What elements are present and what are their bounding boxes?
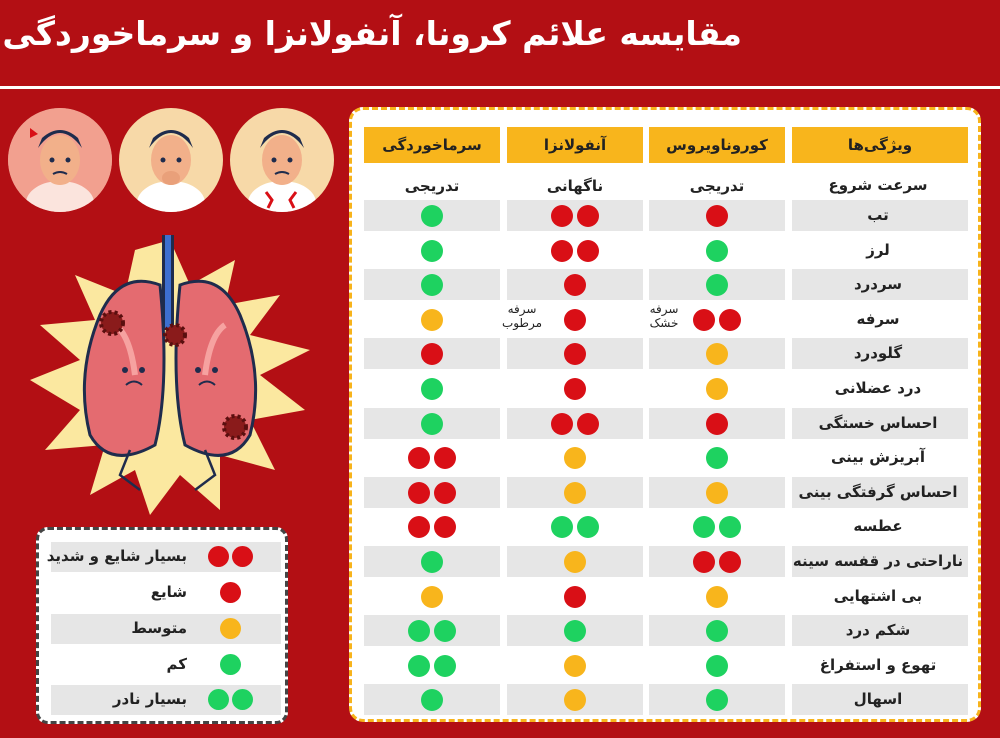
flu-severity-dot [577,240,599,262]
legend-row-low [51,650,281,680]
cold-severity-dot [421,240,443,262]
legend-label: کم [166,655,187,673]
symptom-label: سردرد [853,275,903,294]
corona-severity-dot [706,447,728,469]
onset-label: سرعت شروع [828,176,928,194]
red-dot-icon [208,546,229,567]
sick-cough-avatar-icon [119,108,223,212]
corona-cough-note: سرفه خشک [649,301,679,330]
row-shade [364,615,500,646]
title-bar [0,0,1000,88]
legend-row-very-common [46,542,281,572]
corona-severity-dot [693,516,715,538]
flu-severity-dot [564,655,586,677]
flu-severity-dot [551,205,573,227]
cold-severity-dot [434,516,456,538]
header-flu: آنفولانزا [507,127,643,163]
cold-severity-dot [421,586,443,608]
symptom-label: اسهال [853,690,903,709]
row-shade [507,200,643,231]
flu-severity-dot [564,447,586,469]
corona-severity-dot [693,551,715,573]
legend-row-common [51,578,281,608]
flu-severity-dot [564,586,586,608]
symptom-label: بی اشتهایی [833,586,923,605]
legend-panel [36,527,288,724]
cold-severity-dot [408,447,430,469]
onset-flu: ناگهانی [546,177,604,195]
infected-lungs-illustration [20,235,320,520]
symptom-label: لرز [866,240,890,259]
flu-severity-dot [577,205,599,227]
onset-corona: تدریجی [689,177,745,195]
body-ache-avatar-icon [230,108,334,212]
title-divider [0,86,1000,89]
corona-severity-dot [706,205,728,227]
corona-severity-dot [706,378,728,400]
row-shade [507,408,643,439]
flu-severity-dot [551,516,573,538]
corona-severity-dot [719,309,741,331]
symptom-label: سرفه [856,309,900,328]
flu-severity-dot [564,482,586,504]
green-dot-icon [208,689,229,710]
cold-severity-dot [421,309,443,331]
legend-row-moderate [51,614,281,644]
symptom-label: تب [867,206,889,224]
green-dot-icon [220,654,241,675]
corona-severity-dot [706,413,728,435]
cold-severity-dot [421,205,443,227]
row-shade [364,477,500,508]
legend-row-rare [51,685,281,715]
flu-severity-dot [577,413,599,435]
cold-severity-dot [421,378,443,400]
symptom-label: تهوع و استفراغ [819,655,937,674]
flu-severity-dot [551,413,573,435]
symptom-label: ناراحتی در قفسه سینه [792,552,964,570]
onset-cold: تدریجی [404,177,460,195]
legend-label: متوسط [131,619,187,637]
legend-label: بسیار نادر [112,690,187,708]
symptom-label: درد عضلانی [834,379,922,397]
cold-severity-dot [434,482,456,504]
corona-severity-dot [693,309,715,331]
flu-severity-dot [577,516,599,538]
legend-label: بسیار شایع و شدید [46,547,187,565]
cold-severity-dot [421,551,443,573]
symptom-label: آبریزش بینی [830,448,926,467]
flu-severity-dot [564,378,586,400]
red-dot-icon [220,582,241,603]
legend-label: شایع [150,583,187,601]
corona-severity-dot [706,240,728,262]
flu-severity-dot [551,240,573,262]
cold-severity-dot [408,516,430,538]
row-shade [649,546,785,577]
corona-severity-dot [719,551,741,573]
page-title: مقایسه علائم کرونا، آنفولانزا و سرماخوردگی [2,14,742,53]
cold-severity-dot [434,655,456,677]
yellow-dot-icon [220,618,241,639]
green-dot-icon [232,689,253,710]
corona-severity-dot [706,586,728,608]
flu-severity-dot [564,309,586,331]
cold-severity-dot [434,447,456,469]
symptom-label: عطسه [853,517,903,536]
header-cold: سرماخوردگی [364,127,500,163]
symptom-label: شکم درد [845,621,911,640]
cold-severity-dot [408,655,430,677]
flu-cough-note: سرفه مرطوب [501,301,543,330]
flu-severity-dot [564,551,586,573]
corona-severity-dot [719,516,741,538]
header-features: ویژگی‌ها [792,127,968,163]
cold-severity-dot [408,482,430,504]
symptom-label: گلودرد [853,344,903,363]
corona-severity-dot [706,482,728,504]
headache-avatar-icon [8,108,112,212]
comparison-table [349,107,981,722]
symptom-label: احساس خستگی [818,413,938,432]
header-corona: کوروناویروس [649,127,785,163]
symptom-label: احساس گرفتگی بینی [798,482,958,501]
red-dot-icon [232,546,253,567]
cold-severity-dot [421,413,443,435]
corona-severity-dot [706,655,728,677]
